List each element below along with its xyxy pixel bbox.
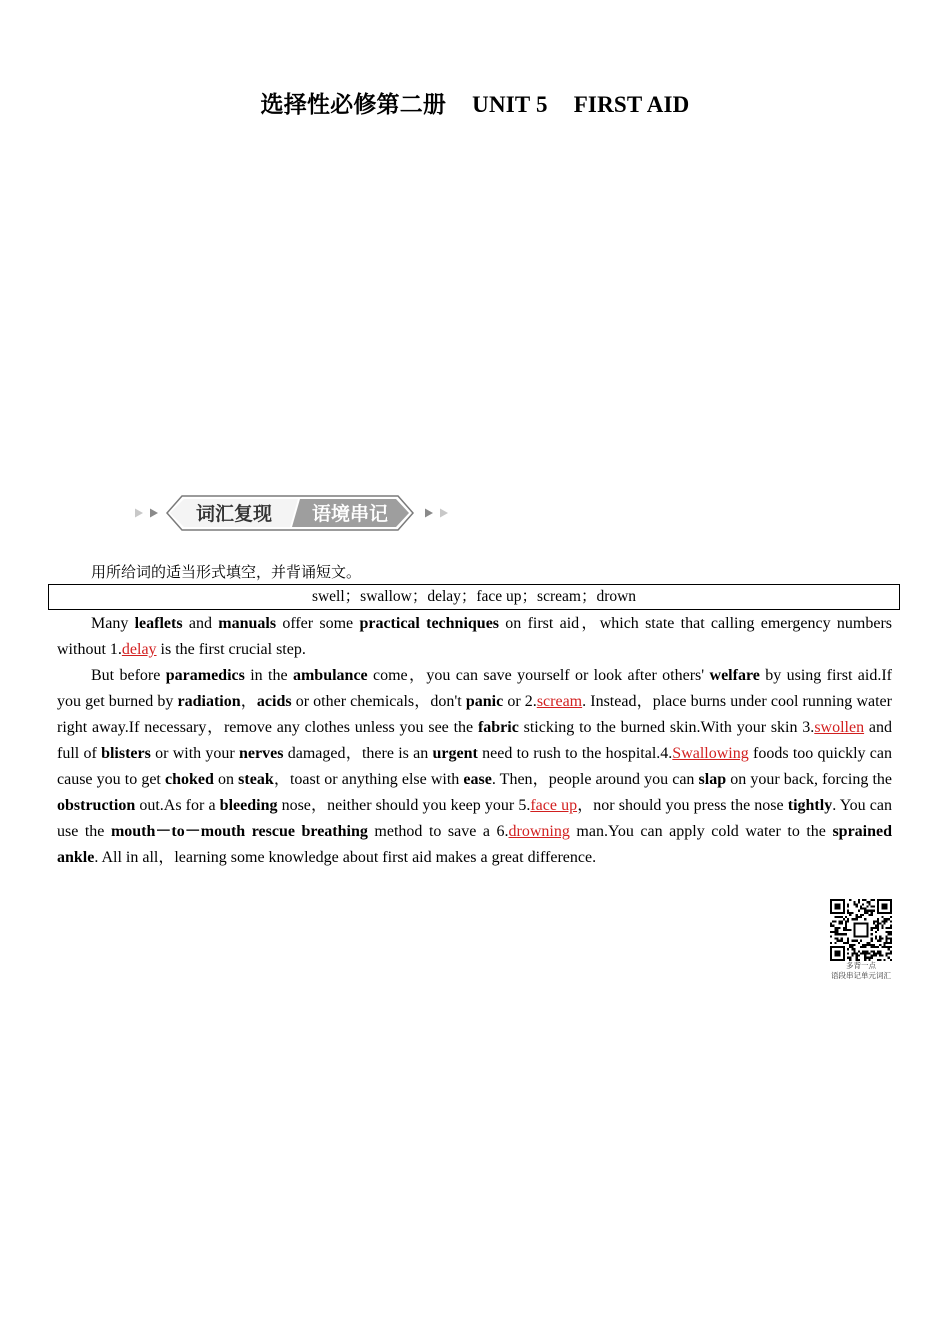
- qr-code-icon: [829, 899, 893, 961]
- left-arrow-icon: [135, 509, 143, 518]
- keyword: tightly: [787, 797, 833, 814]
- keyword: slap: [698, 771, 727, 788]
- answer-5: face up: [530, 797, 578, 814]
- section-banner: [130, 494, 460, 532]
- keyword: panic: [465, 693, 504, 710]
- keyword: ambulance: [292, 667, 368, 684]
- instruction-text: 用所给词的适当形式填空，并背诵短文。: [91, 563, 362, 581]
- keyword: practical techniques: [359, 615, 500, 632]
- keyword: welfare: [709, 667, 760, 684]
- keyword: sprained ankle: [57, 823, 893, 866]
- qr-caption-2: 语段串记单元词汇: [831, 971, 891, 980]
- keyword: paramedics: [165, 667, 245, 684]
- title-unit: UNIT 5: [472, 92, 548, 117]
- right-arrow-icon: [440, 509, 448, 518]
- qr-code-block: [829, 899, 893, 981]
- answer-2: scream: [536, 693, 583, 710]
- paragraph-2: But before paramedics in the ambulance come，you can save yourself or look after others' welfare by using first aid.If you get burned by radiation，acids or other chemicals，don't panic or 2.scream. Instead，place burns under cool running water right away.If necessary，remove any clothes unless you see the fabric sticking to the burned skin.With your skin 3.swollen and full of blisters or with your nerves damaged，there is an urgent need to rush to the hospital.4.Swallowing foods too quickly can cause you to get choked on steak，toast or anything else with ease. Then，people around you can slap on your back, forcing the obstruction out.As for a bleeding nose，neither should you keep your 5.face up，nor should you press the nose tightly. You can use the mouth－to－mouth rescue breathing method to save a 6.drowning man.You can apply cold water to the sprained ankle. All in all，learning some knowledge about first aid makes a great difference.: [57, 667, 893, 866]
- left-arrow-icon-dark: [150, 509, 158, 518]
- answer-3: swollen: [814, 719, 865, 736]
- word-bank: swell；swallow；delay；face up；scream；drown: [311, 588, 637, 605]
- keyword: obstruction: [57, 797, 136, 814]
- keyword: ease: [463, 771, 492, 788]
- answer-1: delay: [121, 641, 157, 658]
- answer-4: Swallowing: [672, 745, 749, 762]
- keyword: manuals: [218, 615, 277, 632]
- keyword: steak: [238, 771, 274, 788]
- title-name: FIRST AID: [573, 92, 690, 117]
- title-chinese: 选择性必修第二册: [260, 92, 447, 117]
- qr-caption-1: 多背一点: [846, 961, 876, 970]
- keyword: blisters: [101, 745, 151, 762]
- keyword: nerves: [239, 745, 284, 762]
- keyword: acids: [256, 693, 292, 710]
- keyword: urgent: [432, 745, 478, 762]
- page-title: [0, 86, 950, 119]
- paragraph-1: Many leaflets and manuals offer some practical techniques on first aid，which state that calling emergency numbers without 1.delay is the first crucial step.: [57, 615, 892, 658]
- keyword: bleeding: [219, 797, 278, 814]
- keyword: fabric: [477, 719, 519, 736]
- passage: [57, 611, 892, 871]
- answer-6: drowning: [508, 823, 570, 840]
- banner-tab-2: 语境串记: [311, 503, 389, 525]
- keyword: leaflets: [134, 615, 183, 632]
- word-bank-box: [48, 584, 900, 610]
- keyword: choked: [165, 771, 214, 788]
- right-arrow-icon-dark: [425, 509, 433, 518]
- keyword: radiation: [177, 693, 241, 710]
- keyword: mouth－to－mouth rescue breathing: [110, 823, 368, 840]
- banner-tab-1: 词汇复现: [195, 503, 273, 525]
